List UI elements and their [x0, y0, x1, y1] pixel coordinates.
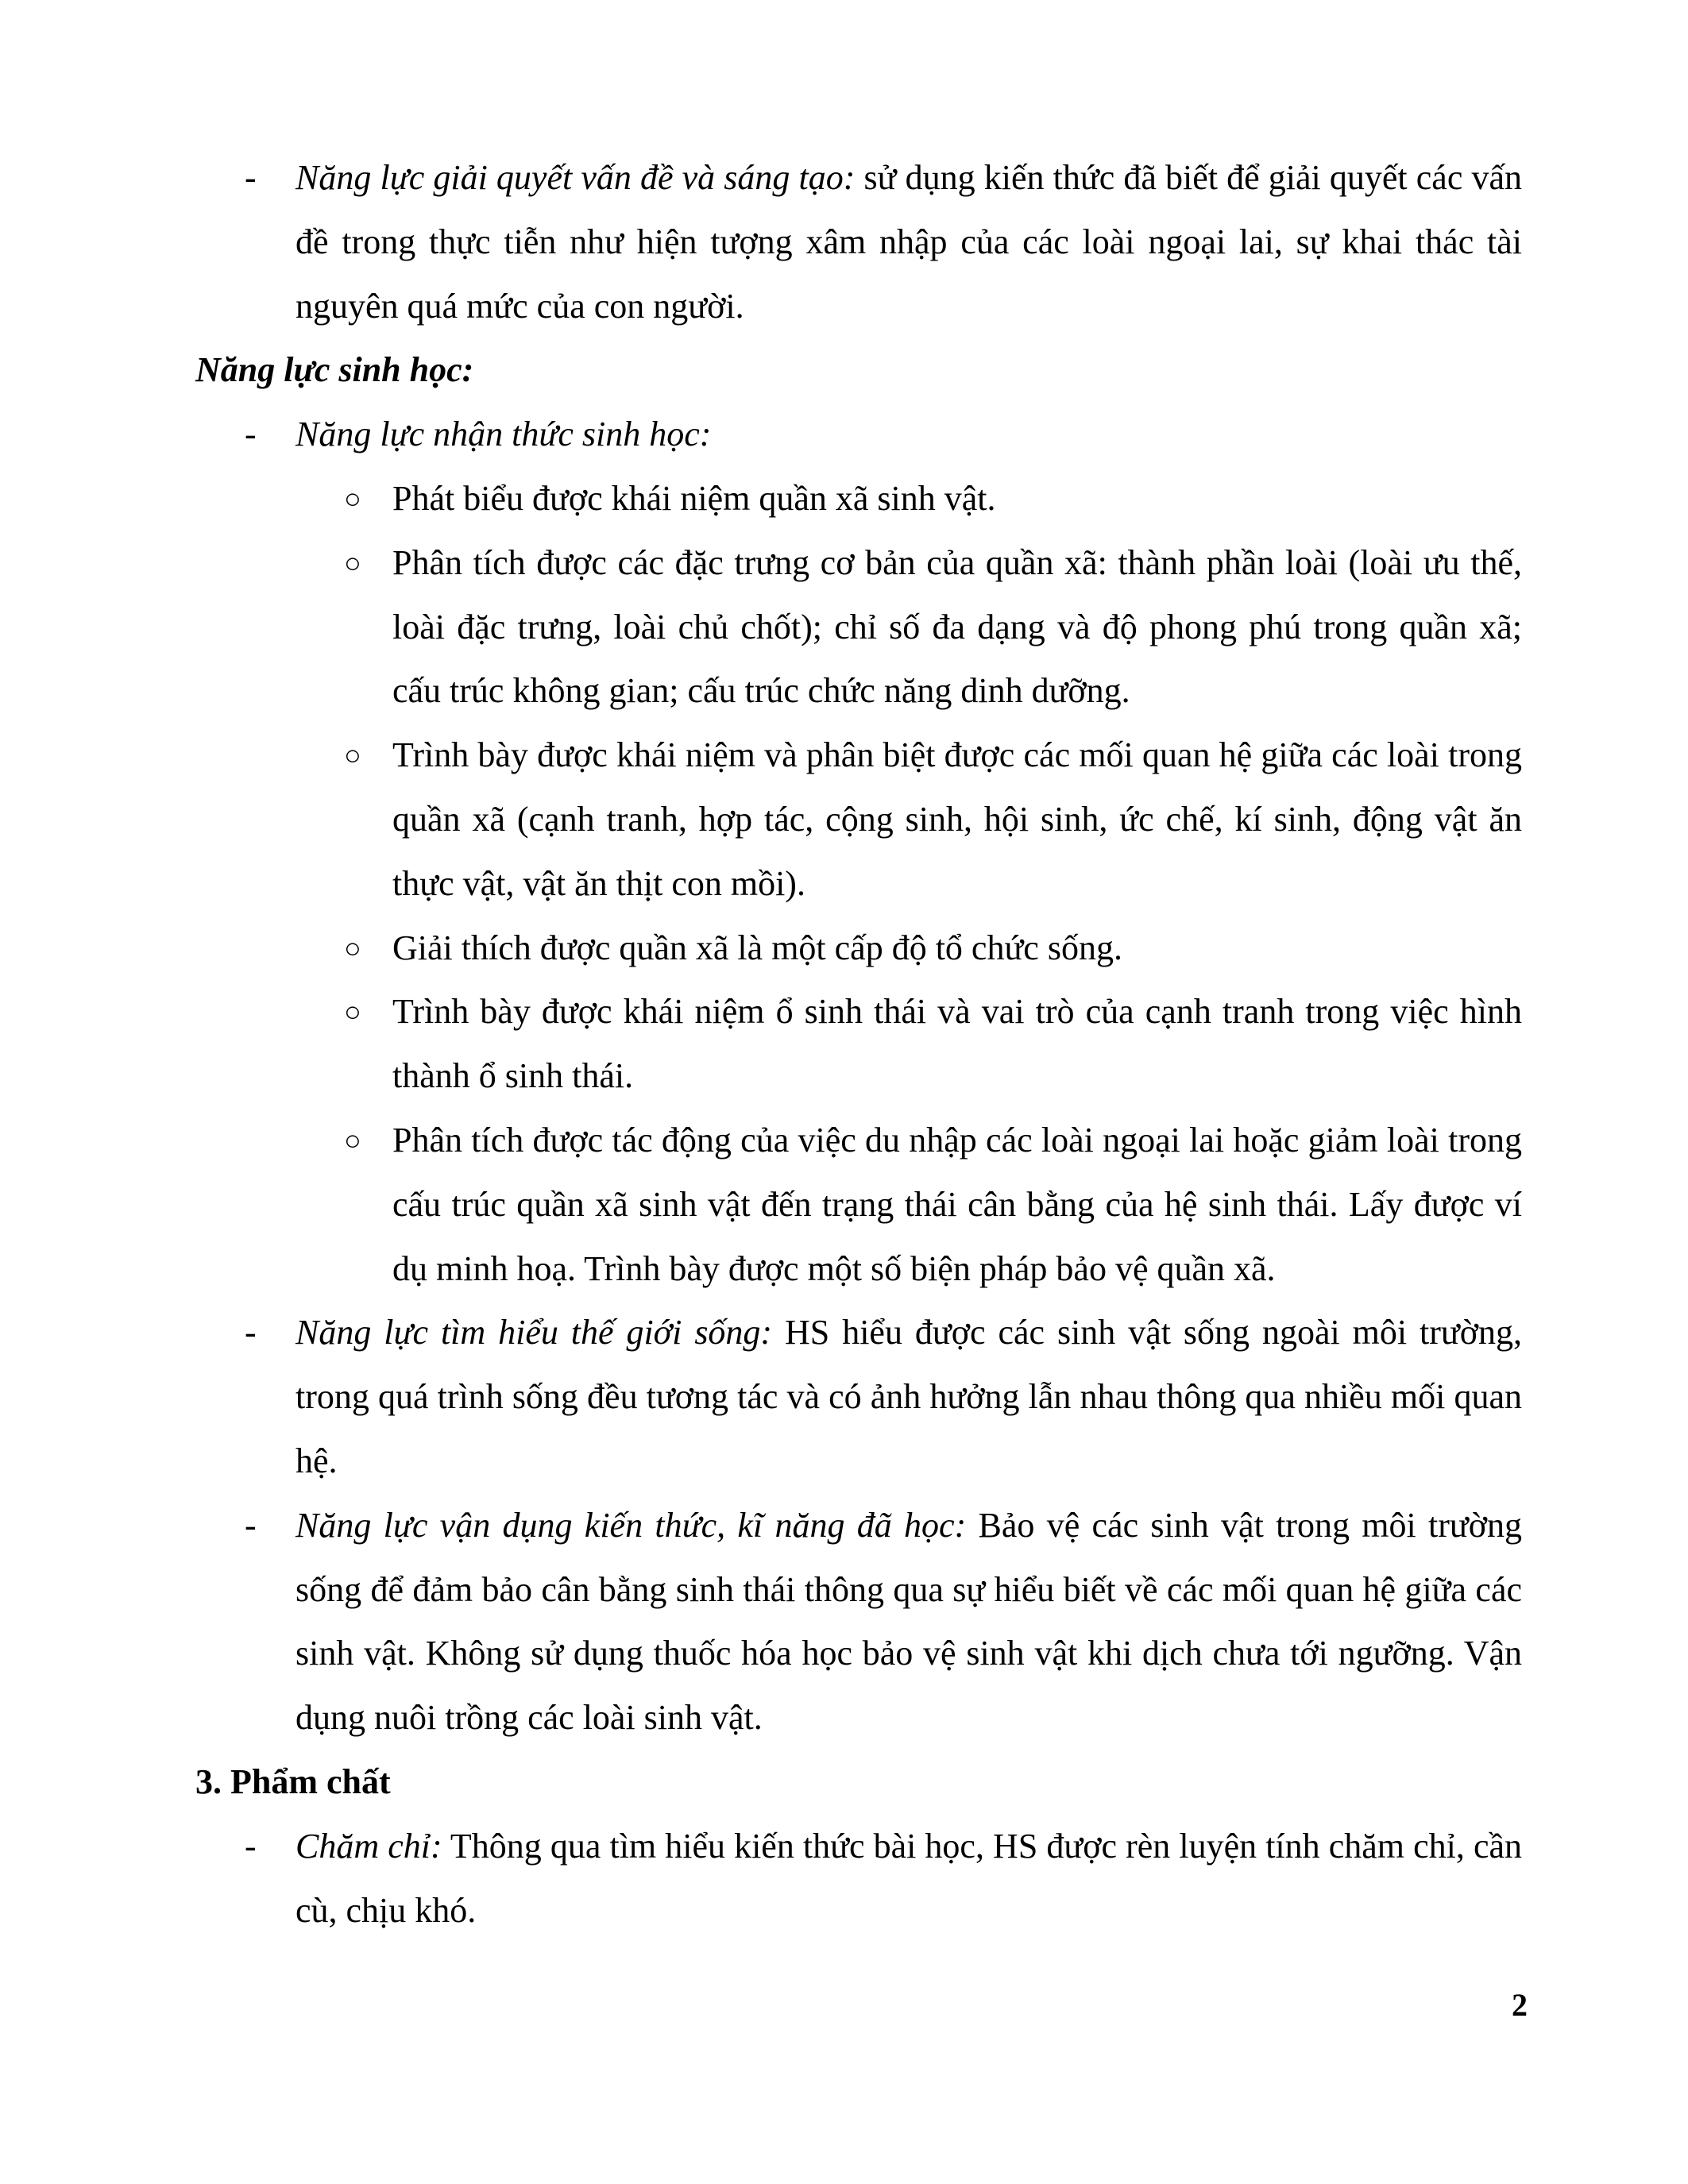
- dash-marker: -: [245, 158, 257, 197]
- circle-bullet-icon: ○: [344, 996, 361, 1028]
- item-label: Năng lực nhận thức sinh học:: [295, 415, 712, 454]
- circle-bullet-icon: ○: [344, 932, 361, 964]
- sub-list-item: [195, 980, 1522, 1109]
- item-text: Thông qua tìm hiểu kiến thức bài học, HS được rèn luyện tính chăm chỉ, cần cù, chịu khó.: [295, 1826, 1522, 1930]
- sub-item-text: Phát biểu được khái niệm quần xã sinh vật.: [392, 478, 996, 518]
- sub-item-text: Giải thích được quần xã là một cấp độ tổ chức sống.: [392, 928, 1122, 967]
- item-text: Bảo vệ các sinh vật trong môi trường sống để đảm bảo cân bằng sinh thái thông qua sự hiểu biết về các mối quan hệ giữa các sinh vật. Không sử dụng thuốc hóa học bảo vệ sinh vật khi dịch chưa tới ngưỡng. Vận dụng nuôi trồng các loài sinh vật.: [295, 1505, 1522, 1738]
- sub-list-item: [195, 531, 1522, 723]
- sub-list-item: [195, 916, 1522, 981]
- circle-bullet-icon: ○: [344, 739, 361, 772]
- heading-biology-competence: Năng lực sinh học:: [195, 350, 474, 390]
- sub-list-item: [195, 723, 1522, 916]
- sub-list-item: [195, 1109, 1522, 1301]
- dash-marker: -: [245, 415, 257, 454]
- sub-item-text: Trình bày được khái niệm ổ sinh thái và vai trò của cạnh tranh trong việc hình thành ổ sinh thái.: [392, 992, 1522, 1096]
- list-item-explore-living-world: [195, 1301, 1522, 1493]
- sub-list-item: [195, 467, 1522, 531]
- list-item-diligence: [195, 1815, 1522, 1943]
- item-label: Năng lực tìm hiểu thế giới sống:: [295, 1313, 773, 1352]
- item-label: Năng lực vận dụng kiến thức, kĩ năng đã học:: [295, 1505, 967, 1545]
- circle-bullet-icon: ○: [344, 482, 361, 515]
- list-item-apply-knowledge: [195, 1494, 1522, 1750]
- heading-qualities: 3. Phẩm chất: [195, 1761, 391, 1801]
- sub-item-text: Phân tích được tác động của việc du nhập các loài ngoại lai hoặc giảm loài trong cấu trúc quần xã sinh vật đến trạng thái cân bằng của hệ sinh thái. Lấy được ví dụ minh hoạ. Trình bày được một số biện pháp bảo vệ quần xã.: [392, 1120, 1522, 1288]
- item-label: Chăm chỉ:: [295, 1826, 442, 1866]
- page-number: 2: [1512, 1987, 1528, 2023]
- item-label: Năng lực giải quyết vấn đề và sáng tạo:: [295, 158, 856, 197]
- page-content: [195, 146, 1522, 1943]
- circle-bullet-icon: ○: [344, 546, 361, 579]
- sub-item-text: Trình bày được khái niệm và phân biệt được các mối quan hệ giữa các loài trong quần xã (cạnh tranh, hợp tác, cộng sinh, hội sinh, ức chế, kí sinh, động vật ăn thực vật, vật ăn thịt con mồi).: [392, 735, 1522, 903]
- dash-marker: -: [245, 1313, 257, 1352]
- item-text: sử dụng kiến thức đã biết để giải quyết các vấn đề trong thực tiễn như hiện tượng xâm nhập của các loài ngoại lai, sự khai thác tài nguyên quá mức của con người.: [295, 158, 1523, 326]
- dash-marker: -: [245, 1826, 257, 1866]
- sub-item-text: Phân tích được các đặc trưng cơ bản của quần xã: thành phần loài (loài ưu thế, loài đặc trưng, loài chủ chốt); chỉ số đa dạng và độ phong phú trong quần xã; cấu trúc không gian; cấu trúc chức năng dinh dưỡng.: [392, 542, 1522, 711]
- item-text: HS hiểu được các sinh vật sống ngoài môi trường, trong quá trình sống đều tương tác và có ảnh hưởng lẫn nhau thông qua nhiều mối quan hệ.: [295, 1313, 1522, 1480]
- circle-bullet-icon: ○: [344, 1124, 361, 1156]
- list-item-biology-cognition: [195, 403, 1522, 467]
- list-item-problem-solving: [195, 146, 1522, 338]
- dash-marker: -: [245, 1505, 257, 1545]
